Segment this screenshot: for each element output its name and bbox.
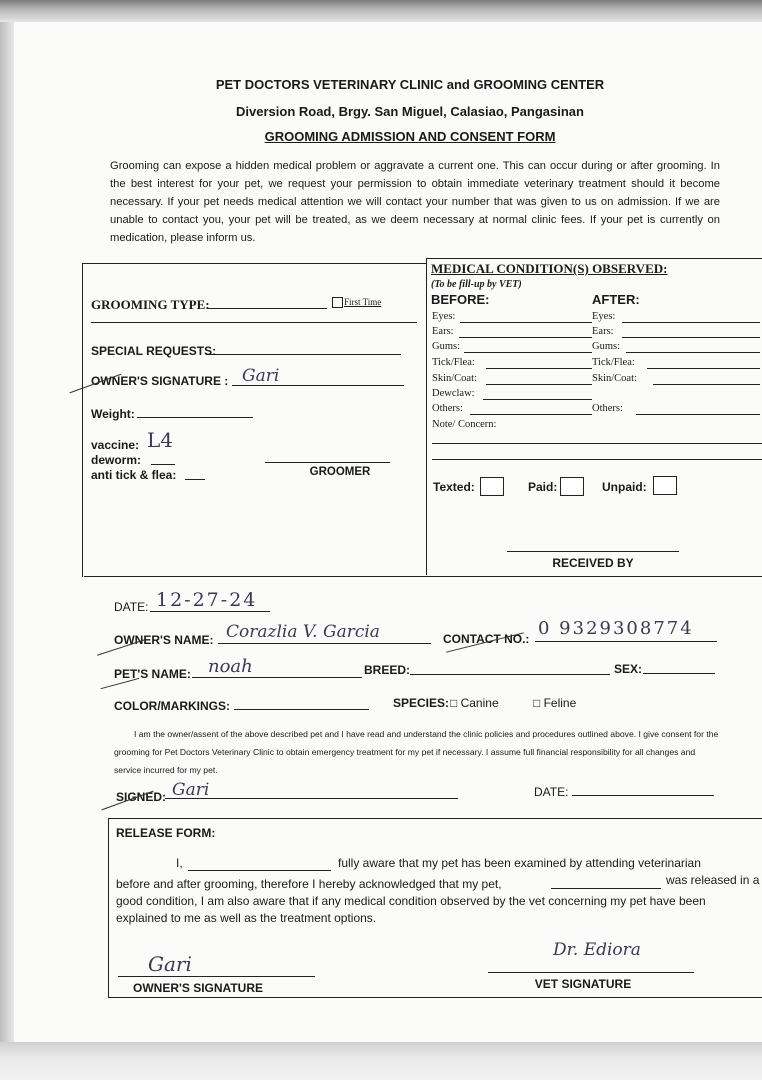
clinic-name: PET DOCTORS VETERINARY CLINIC and GROOMING CENTER bbox=[215, 77, 605, 92]
before-item-field[interactable] bbox=[486, 384, 592, 385]
deworm-field[interactable] bbox=[151, 464, 175, 465]
release-line1: fully aware that my pet has been examined by attending veterinarian bbox=[338, 856, 701, 870]
species-feline-option[interactable] bbox=[533, 696, 576, 710]
after-item-label: Skin/Coat: bbox=[592, 373, 637, 384]
owner-name-field[interactable] bbox=[218, 643, 431, 644]
contact-field[interactable] bbox=[535, 641, 717, 642]
color-markings-label: COLOR/MARKINGS: bbox=[114, 699, 230, 713]
after-item-field[interactable] bbox=[647, 368, 760, 369]
upper-box-divider bbox=[426, 258, 427, 575]
before-item-label: Eyes: bbox=[432, 311, 456, 322]
sex-field[interactable] bbox=[643, 673, 715, 674]
clinic-address: Diversion Road, Brgy. San Miguel, Calasiao, Pangasinan bbox=[236, 104, 584, 119]
owner-signature-value: Gari bbox=[242, 366, 280, 386]
species-canine-option[interactable] bbox=[450, 696, 499, 710]
before-item-field[interactable] bbox=[460, 322, 592, 323]
canine-checkbox[interactable]: □ bbox=[450, 696, 458, 710]
after-label: AFTER: bbox=[592, 292, 640, 307]
after-item-field[interactable] bbox=[622, 322, 760, 323]
before-item-field[interactable] bbox=[486, 368, 592, 369]
release-owner-signature-label: OWNER'S SIGNATURE bbox=[133, 981, 263, 995]
texted-label: Texted: bbox=[433, 480, 475, 494]
medical-subtitle: (To be fill-up by VET) bbox=[431, 279, 522, 290]
signed-field[interactable] bbox=[165, 798, 458, 799]
release-name-field[interactable] bbox=[188, 870, 331, 871]
color-markings-field[interactable] bbox=[234, 709, 369, 710]
release-box-left bbox=[108, 818, 109, 998]
upper-box-top-left bbox=[82, 263, 427, 264]
upper-box-left bbox=[82, 263, 83, 577]
before-item-label: Ears: bbox=[432, 326, 454, 337]
before-item-field[interactable] bbox=[483, 399, 592, 400]
species-label: SPECIES: bbox=[393, 696, 450, 710]
after-item-field[interactable] bbox=[622, 337, 760, 338]
pet-name-field[interactable] bbox=[192, 677, 362, 678]
after-item-label: Gums: bbox=[592, 341, 621, 352]
before-item-label: Others: bbox=[432, 403, 463, 414]
pet-name-value: noah bbox=[208, 656, 253, 677]
unpaid-checkbox[interactable] bbox=[653, 476, 677, 495]
deworm-label: deworm: bbox=[91, 453, 142, 467]
release-vet-signature-value: Dr. Ediora bbox=[553, 940, 641, 960]
owner-signature-field[interactable] bbox=[232, 385, 404, 386]
owner-name-value: Corazlia V. Garcia bbox=[226, 622, 380, 642]
signed-date-field[interactable] bbox=[572, 795, 714, 796]
anti-tick-field[interactable] bbox=[185, 479, 205, 480]
paper-bottom-edge bbox=[0, 1042, 762, 1080]
grooming-type-line-2[interactable] bbox=[91, 322, 417, 323]
paid-label: Paid: bbox=[528, 480, 558, 494]
upper-box-top-right bbox=[427, 258, 762, 259]
before-item-label: Tick/Flea: bbox=[432, 357, 475, 368]
before-label: BEFORE: bbox=[431, 292, 490, 307]
groomer-label: GROOMER bbox=[309, 466, 371, 478]
consent-text: I am the owner/assent of the above described pet and I have read and understand the clinic policies and procedures outlined above. I give consent for the grooming for Pet Doctors Veterinary Clinic to obtain emergency treatment for my pet if necessary. I assume full financial responsibility for all changes and service incurred for my pet. bbox=[114, 729, 719, 775]
release-vet-signature-line[interactable] bbox=[488, 972, 694, 973]
feline-checkbox[interactable]: □ bbox=[533, 696, 541, 710]
signed-value: Gari bbox=[172, 780, 210, 800]
release-title: RELEASE FORM: bbox=[116, 826, 216, 840]
received-by-line[interactable] bbox=[507, 551, 679, 552]
owner-name-label: OWNER'S NAME: bbox=[114, 633, 214, 647]
canine-label: Canine bbox=[460, 696, 499, 710]
medical-title: MEDICAL CONDITION(S) OBSERVED: bbox=[431, 261, 668, 276]
received-by-label: RECEIVED BY bbox=[552, 556, 634, 570]
unpaid-label: Unpaid: bbox=[602, 480, 647, 494]
before-item-field[interactable] bbox=[459, 337, 592, 338]
release-i: I, bbox=[176, 856, 183, 870]
intro-paragraph: Grooming can expose a hidden medical problem or aggravate a current one. This can occur during or after grooming. In the best interest for your pet, we request your permission to obtain immediate veterinary treatment should it become necessary. If your pet needs medical attention we will contact your number that was given to us on admission. If we are unable to contact you, your pet will be treated, as we deem necessary at normal clinic fees. If your pet is currently on medication, please inform us. bbox=[110, 160, 720, 244]
note-line-2[interactable] bbox=[432, 459, 762, 460]
release-vet-signature-label: VET SIGNATURE bbox=[534, 977, 632, 991]
upper-box-bottom bbox=[84, 576, 762, 577]
groomer-sign-line[interactable] bbox=[265, 462, 390, 463]
weight-label: Weight: bbox=[91, 407, 135, 421]
texted-checkbox[interactable] bbox=[480, 477, 504, 496]
before-item-label: Dewclaw: bbox=[432, 388, 475, 399]
release-line4: explained to me as well as the treatment options. bbox=[116, 911, 377, 925]
before-item-field[interactable] bbox=[464, 352, 592, 353]
release-pet-field[interactable] bbox=[551, 888, 661, 889]
release-line2: before and after grooming, therefore I hereby acknowledged that my pet, bbox=[116, 877, 502, 891]
vaccine-value: L4 bbox=[147, 428, 174, 452]
release-box-bottom bbox=[108, 997, 762, 998]
note-line-1[interactable] bbox=[432, 443, 762, 444]
before-item-label: Skin/Coat: bbox=[432, 373, 477, 384]
after-item-field[interactable] bbox=[653, 384, 760, 385]
weight-field[interactable] bbox=[137, 417, 253, 418]
sex-label: SEX: bbox=[614, 662, 643, 676]
release-box-top bbox=[108, 818, 762, 819]
before-item-label: Gums: bbox=[432, 341, 461, 352]
release-line3: good condition, I am also aware that if any medical condition observed by the vet concerning my pet have been bbox=[116, 894, 706, 908]
first-time-checkbox[interactable] bbox=[332, 297, 343, 308]
date-value: 12-27-24 bbox=[156, 589, 258, 611]
paid-checkbox[interactable] bbox=[560, 477, 584, 496]
form-title: GROOMING ADMISSION AND CONSENT FORM bbox=[264, 129, 556, 144]
special-requests-label: SPECIAL REQUESTS: bbox=[91, 344, 217, 358]
breed-label: BREED: bbox=[364, 663, 411, 677]
contact-label: CONTACT NO.: bbox=[443, 632, 530, 646]
grooming-type-field[interactable] bbox=[207, 308, 327, 309]
vaccine-label: vaccine: bbox=[91, 438, 140, 452]
note-concern-label: Note/ Concern: bbox=[432, 419, 497, 430]
release-owner-signature-value: Gari bbox=[148, 952, 192, 976]
contact-value: 0 9329308774 bbox=[538, 618, 694, 639]
after-item-field[interactable] bbox=[636, 414, 760, 415]
release-owner-signature-line[interactable] bbox=[118, 976, 315, 977]
after-item-field[interactable] bbox=[626, 352, 760, 353]
paper-top-edge bbox=[0, 0, 762, 22]
breed-field[interactable] bbox=[410, 674, 610, 675]
owner-signature-label: OWNER'S SIGNATURE : bbox=[91, 374, 229, 388]
first-time-label: First Time bbox=[344, 297, 382, 307]
date-label: DATE: bbox=[114, 600, 149, 614]
signed-date-label: DATE: bbox=[534, 785, 569, 799]
special-requests-field[interactable] bbox=[206, 354, 401, 355]
after-item-label: Ears: bbox=[592, 326, 614, 337]
date-field[interactable] bbox=[150, 611, 270, 612]
after-item-label: Others: bbox=[592, 403, 623, 414]
after-item-label: Tick/Flea: bbox=[592, 357, 635, 368]
anti-tick-label: anti tick & flea: bbox=[91, 468, 177, 482]
after-item-label: Eyes: bbox=[592, 311, 616, 322]
grooming-type-label: GROOMING TYPE: bbox=[91, 297, 210, 312]
feline-label: Feline bbox=[543, 696, 577, 710]
pet-name-label: PET'S NAME: bbox=[114, 667, 191, 681]
before-item-field[interactable] bbox=[470, 414, 592, 415]
signed-label: SIGNED: bbox=[116, 790, 167, 804]
release-line2-end: was released in a bbox=[666, 873, 760, 887]
